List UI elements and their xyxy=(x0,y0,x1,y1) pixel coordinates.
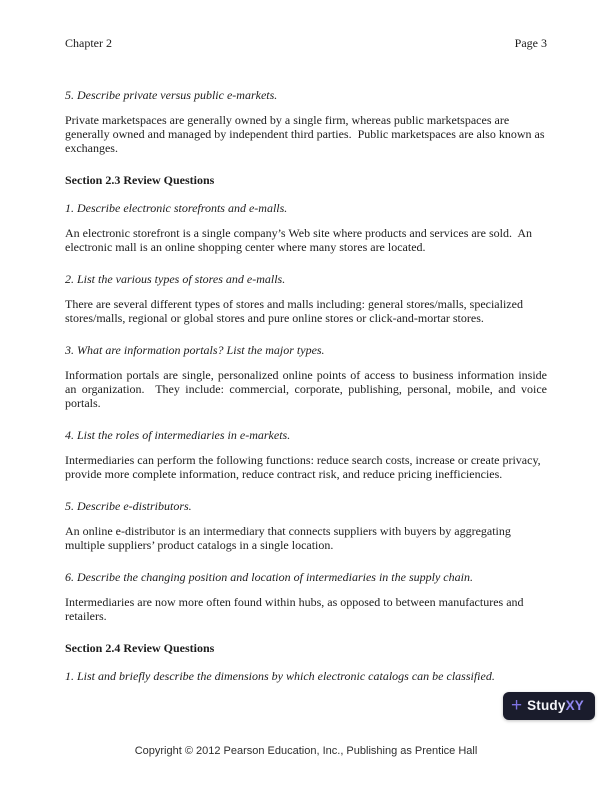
question-item: 1. List and briefly describe the dimensions by which electronic catalogs can be classified. xyxy=(65,669,495,683)
answer-paragraph: Intermediaries can perform the following functions: reduce search costs, increase or create privacy, provide more complete information, reduce contract risk, and reduce pricing inefficiencies. xyxy=(65,453,544,481)
question-item: 1. Describe electronic storefronts and e-malls. xyxy=(65,201,288,215)
question-item: 5. Describe private versus public e-markets. xyxy=(65,88,278,102)
copyright-text: Copyright © 2012 Pearson Education, Inc., Publishing as Prentice Hall xyxy=(134,745,478,757)
question-item: 3. What are information portals? List the major types. xyxy=(65,343,325,357)
studyxy-logo xyxy=(527,699,584,713)
page-number-label: Page 3 xyxy=(514,36,547,50)
question-item: 6. Describe the changing position and location of intermediaries in the supply chain. xyxy=(65,570,473,584)
answer-paragraph: Information portals are single, personalized online points of access to business information inside an organization. They include: commercial, corporate, publishing, personal, mobile, and voice portals. xyxy=(65,368,550,410)
question-item: 5. Describe e-distributors. xyxy=(65,499,192,513)
question-item: 2. List the various types of stores and e-malls. xyxy=(65,272,286,286)
plus-icon: + xyxy=(510,694,523,716)
answer-paragraph: Private marketspaces are generally owned by a single firm, whereas public marketspaces are generally owned and managed by independent third parties. Public marketspaces are also known as exchanges. xyxy=(65,113,548,155)
section-heading: Section 2.3 Review Questions xyxy=(65,173,215,187)
studyxy-watermark[interactable] xyxy=(503,692,595,720)
copyright-footer xyxy=(0,744,612,758)
answer-paragraph: There are several different types of stores and malls including: general stores/malls, specialized stores/malls, regional or global stores and pure online stores or click-and-mortar stores. xyxy=(65,297,526,325)
page-header xyxy=(65,36,547,50)
section-heading: Section 2.4 Review Questions xyxy=(65,641,215,655)
chapter-label: Chapter 2 xyxy=(65,36,112,50)
answer-paragraph: An online e-distributor is an intermediary that connects suppliers with buyers by aggregating multiple suppliers’ product catalogs in a single location. xyxy=(65,524,514,552)
answer-paragraph: Intermediaries are now more often found within hubs, as opposed to between manufactures and retailers. xyxy=(65,595,527,623)
body-text xyxy=(65,88,550,683)
question-item: 4. List the roles of intermediaries in e-markets. xyxy=(65,428,291,442)
brand-xy-text: XY xyxy=(565,698,584,713)
answer-paragraph: An electronic storefront is a single company’s Web site where products and services are sold. An electronic mall is an online shopping center where many stores are located. xyxy=(65,226,536,254)
brand-study-text: Study xyxy=(527,698,566,713)
